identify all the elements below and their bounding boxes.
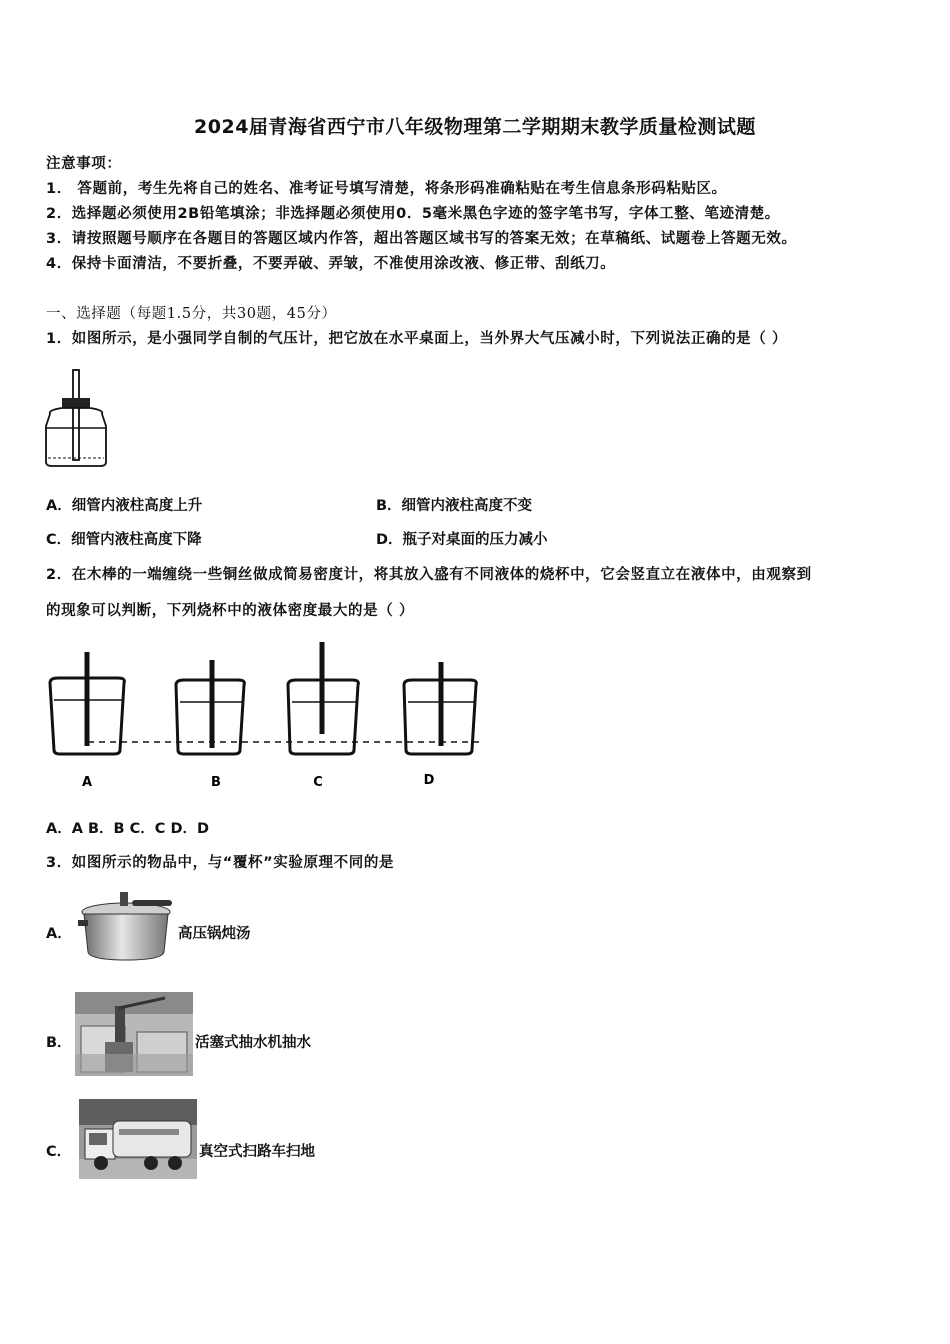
section-heading-choice: 一、选择题（每题1.5分，共30题，45分） bbox=[46, 306, 337, 322]
beaker-label-a: A bbox=[81, 775, 93, 790]
q3-option-b-letter[interactable]: B． bbox=[46, 1035, 72, 1051]
q3-option-a-letter[interactable]: A． bbox=[46, 926, 72, 942]
q3-option-c-caption: 真空式扫路车扫地 bbox=[199, 1144, 315, 1160]
vacuum-sweeper-truck-photo bbox=[79, 1099, 197, 1179]
hydrometer-beakers-figure bbox=[40, 638, 500, 798]
barometer-bottle-figure bbox=[40, 368, 120, 473]
beaker-label-c: C bbox=[313, 775, 323, 790]
beaker-label-d: D bbox=[423, 773, 435, 788]
q1-option-b[interactable]: B．细管内液柱高度不变 bbox=[376, 498, 533, 514]
q3-option-b-caption: 活塞式抽水机抽水 bbox=[195, 1035, 311, 1051]
q2-stem-line2: 的现象可以判断，下列烧杯中的液体密度最大的是（ ） bbox=[46, 603, 415, 619]
page-title: 2024届青海省西宁市八年级物理第二学期期末教学质量检测试题 bbox=[194, 116, 756, 138]
q1-option-c[interactable]: C．细管内液柱高度下降 bbox=[46, 532, 202, 548]
q3-option-a-caption: 高压锅炖汤 bbox=[178, 926, 251, 942]
pressure-cooker-image bbox=[76, 886, 176, 964]
notice-item-4: 4．保持卡面清洁，不要折叠，不要弄破、弄皱，不准使用涂改液、修正带、刮纸刀。 bbox=[46, 256, 616, 272]
piston-pump-photo bbox=[75, 992, 193, 1076]
notice-item-3: 3．请按照题号顺序在各题目的答题区域内作答，超出答题区域书写的答案无效；在草稿纸、试题卷上答题无效。 bbox=[46, 231, 797, 247]
notice-item-1: 1． 答题前，考生先将自己的姓名、准考证号填写清楚，将条形码准确粘贴在考生信息条形码粘贴区。 bbox=[46, 181, 727, 197]
q2-options[interactable]: A．A B．B C．C D．D bbox=[46, 821, 210, 837]
q1-option-d[interactable]: D．瓶子对桌面的压力减小 bbox=[376, 532, 548, 548]
q1-stem: 1．如图所示，是小强同学自制的气压计，把它放在水平桌面上，当外界大气压减小时，下列说法正确的是（ ） bbox=[46, 331, 788, 347]
q2-stem-line1: 2．在木棒的一端缠绕一些铜丝做成简易密度计，将其放入盛有不同液体的烧杯中，它会竖直立在液体中，由观察到 bbox=[46, 567, 812, 583]
q3-option-c-letter[interactable]: C． bbox=[46, 1144, 72, 1160]
q3-stem: 3．如图所示的物品中，与“覆杯”实验原理不同的是 bbox=[46, 855, 395, 871]
q1-option-a[interactable]: A．细管内液柱高度上升 bbox=[46, 498, 203, 514]
beaker-label-b: B bbox=[211, 775, 221, 790]
notice-item-2: 2．选择题必须使用2B铅笔填涂；非选择题必须使用0．5毫米黑色字迹的签字笔书写，字体工整、笔迹清楚。 bbox=[46, 206, 780, 222]
notice-heading: 注意事项： bbox=[46, 156, 122, 172]
